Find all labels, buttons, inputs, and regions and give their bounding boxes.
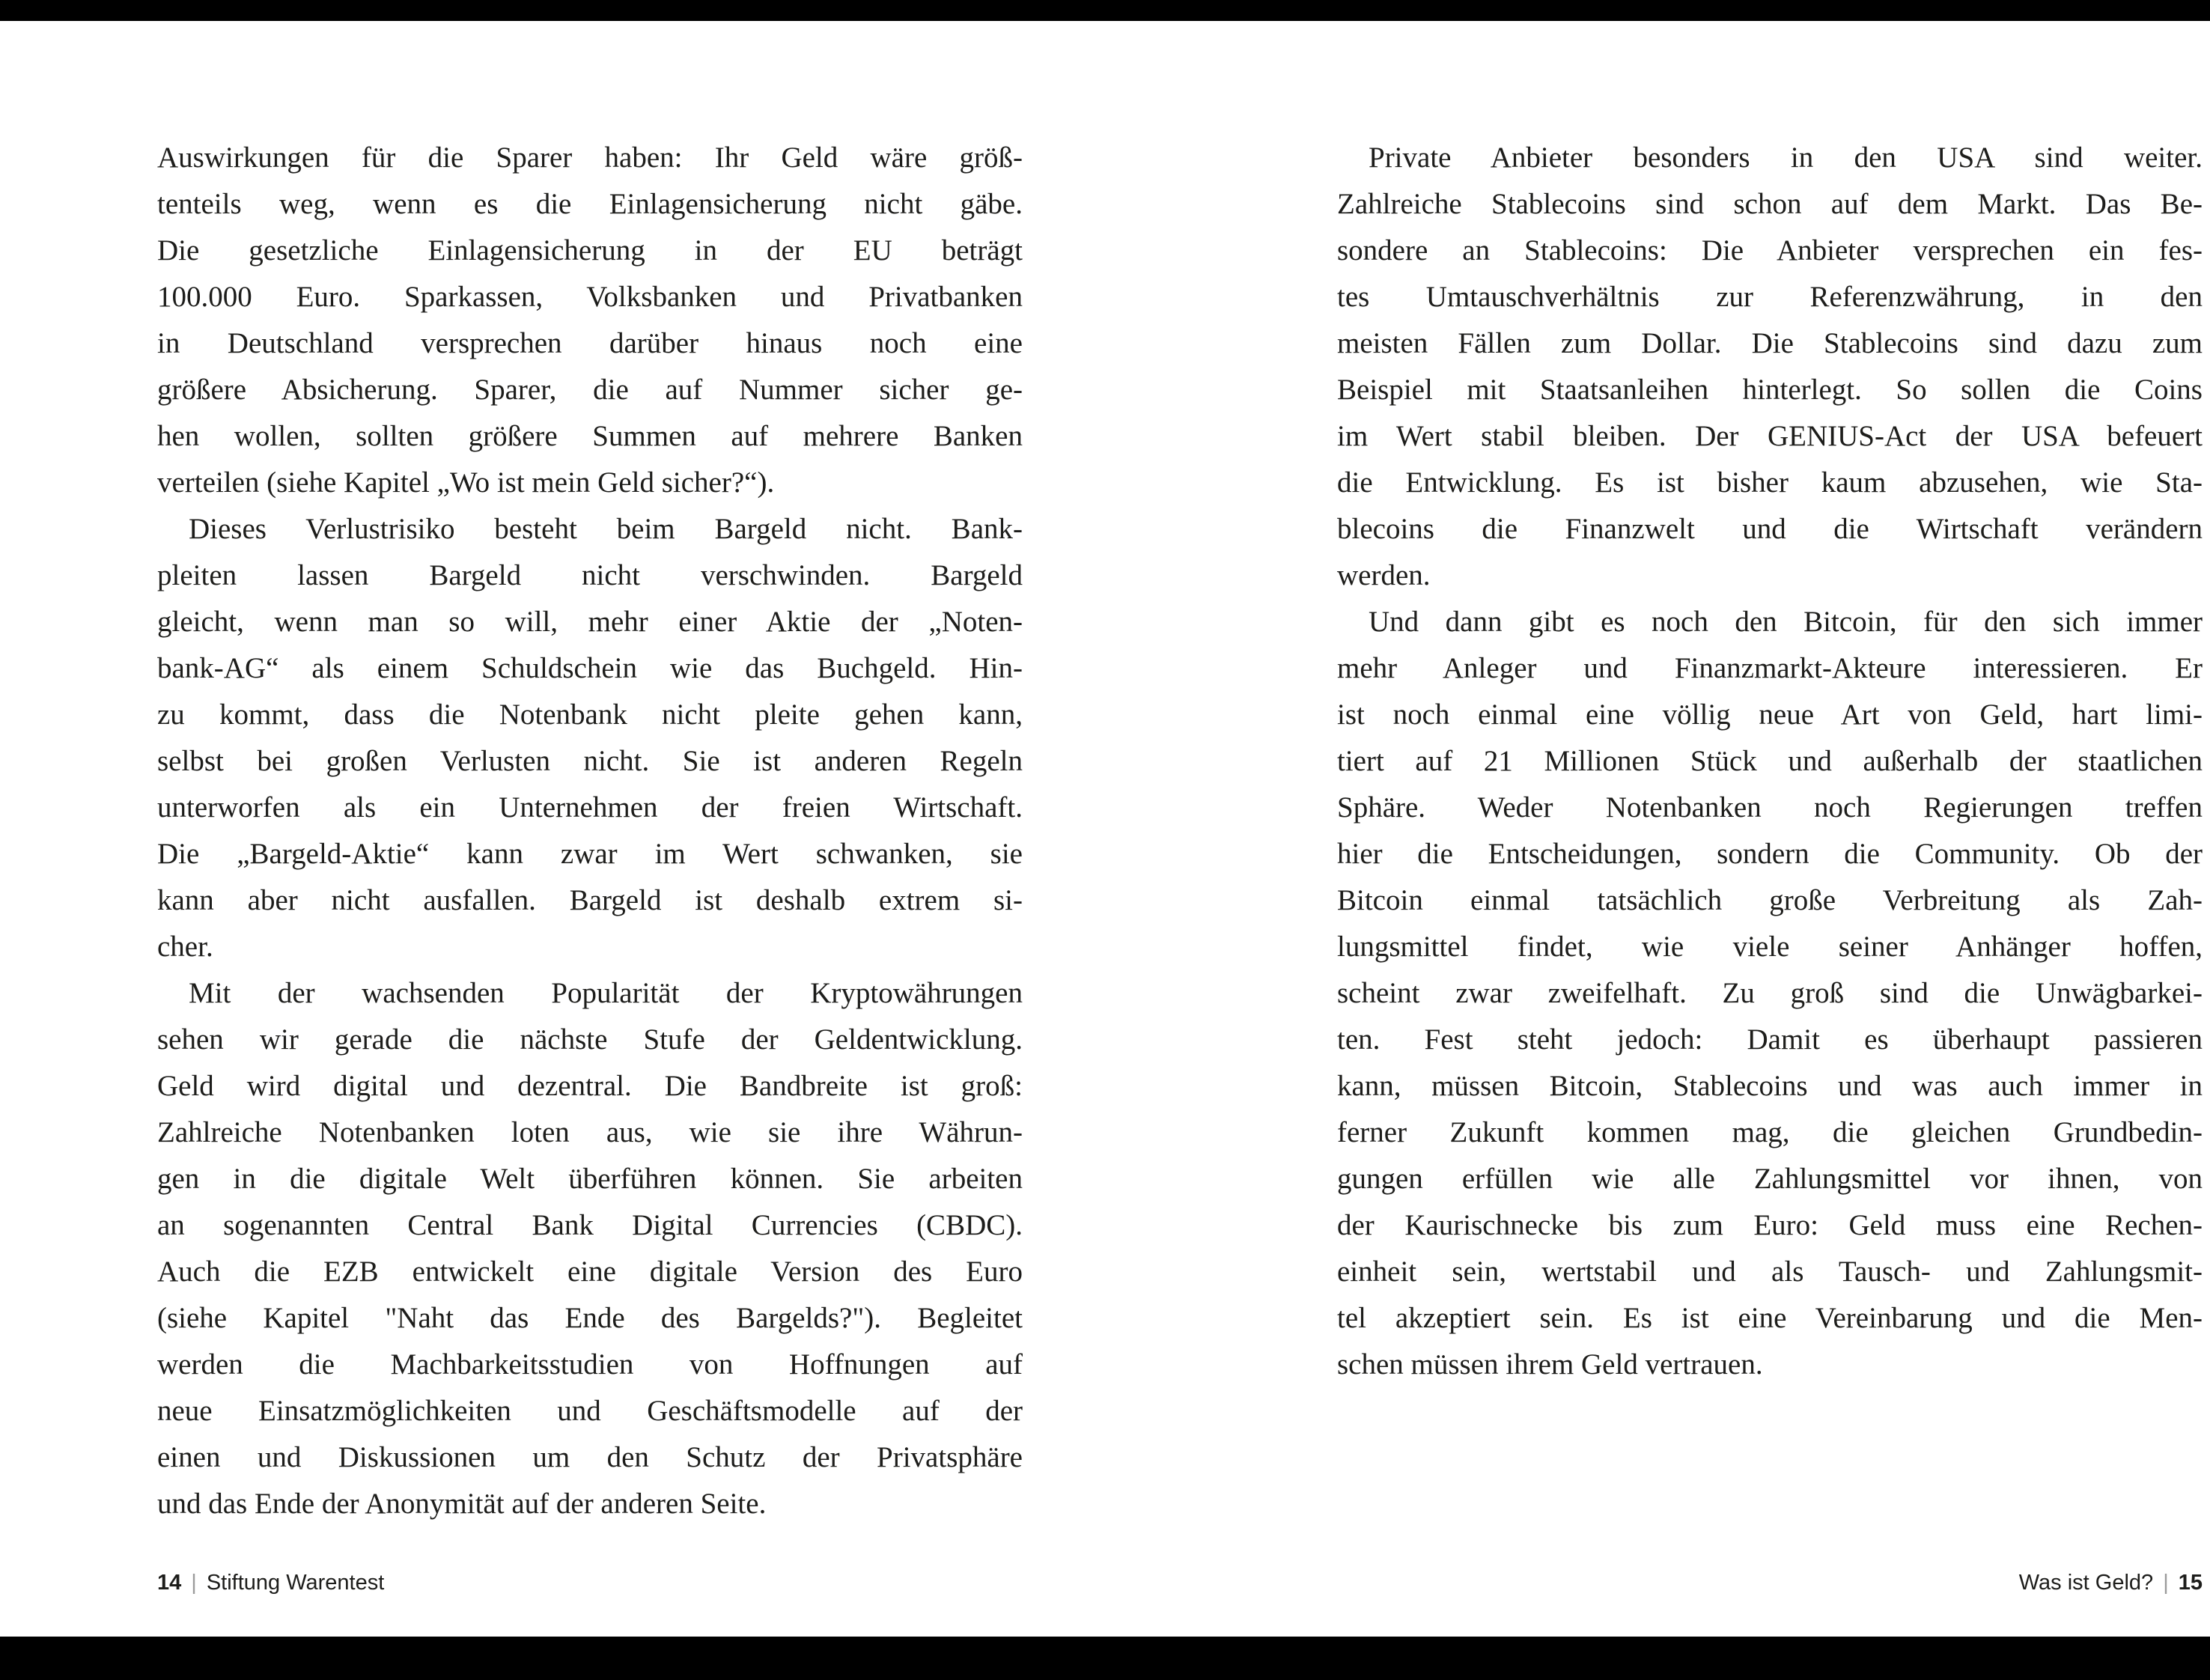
paragraph xyxy=(1337,135,2203,599)
text-line: mehr Anleger und Finanzmarkt-Akteure interessieren. Er xyxy=(1337,652,2203,684)
text-line: bank-AG“ als einem Schuldschein wie das Buchgeld. Hin- xyxy=(157,652,1023,684)
paragraph xyxy=(157,506,1023,970)
text-line: Mit der wachsenden Popularität der Kryptowährungen xyxy=(189,977,1023,1009)
text-line: sehen wir gerade die nächste Stufe der Geldentwicklung. xyxy=(157,1023,1023,1056)
text-line: hen wollen, sollten größere Summen auf mehrere Banken xyxy=(157,420,1023,452)
text-line: lungsmittel findet, wie viele seiner Anhänger hoffen, xyxy=(1337,931,2203,963)
text-line: Geld wird digital und dezentral. Die Bandbreite ist groß: xyxy=(157,1070,1023,1102)
text-line: tenteils weg, wenn es die Einlagensicherung nicht gäbe. xyxy=(157,188,1023,220)
text-line: cher. xyxy=(157,931,213,963)
footer-left xyxy=(157,1568,384,1598)
text-line: Zahlreiche Notenbanken loten aus, wie sie ihre Währun- xyxy=(157,1116,1023,1148)
footer-separator-right: | xyxy=(2163,1571,2169,1595)
paragraph xyxy=(1337,599,2203,1388)
text-line: gen in die digitale Welt überführen können. Sie arbeiten xyxy=(157,1163,1023,1195)
text-line: Sphäre. Weder Notenbanken noch Regierungen treffen xyxy=(1337,791,2203,824)
text-line: in Deutschland versprechen darüber hinaus noch eine xyxy=(157,327,1023,359)
text-line: im Wert stabil bleiben. Der GENIUS-Act der USA befeuert xyxy=(1337,420,2203,452)
paragraph xyxy=(157,970,1023,1527)
text-line: 100.000 Euro. Sparkassen, Volksbanken und Privatbanken xyxy=(157,281,1023,313)
text-line: Die „Bargeld-Aktie“ kann zwar im Wert schwanken, sie xyxy=(157,838,1023,870)
text-line: Und dann gibt es noch den Bitcoin, für den sich immer xyxy=(1369,606,2203,638)
text-line: der Kaurischnecke bis zum Euro: Geld muss eine Rechen- xyxy=(1337,1209,2203,1241)
text-line: gungen erfüllen wie alle Zahlungsmittel vor ihnen, von xyxy=(1337,1163,2203,1195)
text-line: ferner Zukunft kommen mag, die gleichen Grundbedin- xyxy=(1337,1116,2203,1148)
text-line: Die gesetzliche Einlagensicherung in der EU beträgt xyxy=(157,234,1023,267)
text-line: tiert auf 21 Millionen Stück und außerhalb der staatlichen xyxy=(1337,745,2203,777)
text-line: kann aber nicht ausfallen. Bargeld ist deshalb extrem si- xyxy=(157,884,1023,916)
text-line: Dieses Verlustrisiko besteht beim Bargeld nicht. Bank- xyxy=(189,513,1023,545)
text-line: einen und Diskussionen um den Schutz der Privatsphäre xyxy=(157,1441,1023,1473)
text-line: kann, müssen Bitcoin, Stablecoins und was auch immer in xyxy=(1337,1070,2203,1102)
text-line: schen müssen ihrem Geld vertrauen. xyxy=(1337,1348,1763,1381)
text-column-right xyxy=(1337,135,2203,1388)
text-line: Bitcoin einmal tatsächlich große Verbreitung als Zah- xyxy=(1337,884,2203,916)
text-line: größere Absicherung. Sparer, die auf Nummer sicher ge- xyxy=(157,374,1023,406)
text-line: einheit sein, wertstabil und als Tausch- und Zahlungsmit- xyxy=(1337,1256,2203,1288)
text-line: tel akzeptiert sein. Es ist eine Vereinbarung und die Men- xyxy=(1337,1302,2203,1334)
text-line: meisten Fällen zum Dollar. Die Stablecoins sind dazu zum xyxy=(1337,327,2203,359)
text-line: hier die Entscheidungen, sondern die Community. Ob der xyxy=(1337,838,2203,870)
page-number-right: 15 xyxy=(2178,1571,2203,1595)
text-line: Beispiel mit Staatsanleihen hinterlegt. So sollen die Coins xyxy=(1337,374,2203,406)
text-line: unterworfen als ein Unternehmen der freien Wirtschaft. xyxy=(157,791,1023,824)
text-line: scheint zwar zweifelhaft. Zu groß sind die Unwägbarkei- xyxy=(1337,977,2203,1009)
top-edge-bar xyxy=(0,0,2210,21)
running-head-right: Was ist Geld? xyxy=(2018,1571,2154,1595)
text-line: werden. xyxy=(1337,559,1431,591)
text-line: die Entwicklung. Es ist bisher kaum abzusehen, wie Sta- xyxy=(1337,466,2203,499)
text-line: verteilen (siehe Kapitel „Wo ist mein Geld sicher?“). xyxy=(157,466,775,499)
text-column-left xyxy=(157,135,1023,1527)
footer-separator-left: | xyxy=(191,1571,197,1595)
text-line: ten. Fest steht jedoch: Damit es überhaupt passieren xyxy=(1337,1023,2203,1056)
text-line: an sogenannten Central Bank Digital Currencies (CBDC). xyxy=(157,1209,1023,1241)
text-line: tes Umtauschverhältnis zur Referenzwährung, in den xyxy=(1337,281,2203,313)
text-line: Auch die EZB entwickelt eine digitale Version des Euro xyxy=(157,1256,1023,1288)
text-line: Zahlreiche Stablecoins sind schon auf dem Markt. Das Be- xyxy=(1337,188,2203,220)
text-line: (siehe Kapitel "Naht das Ende des Bargelds?"). Begleitet xyxy=(157,1302,1023,1334)
paragraph xyxy=(157,135,1023,506)
text-line: und das Ende der Anonymität auf der anderen Seite. xyxy=(157,1488,767,1520)
text-line: Auswirkungen für die Sparer haben: Ihr Geld wäre größ- xyxy=(157,141,1023,174)
text-line: neue Einsatzmöglichkeiten und Geschäftsmodelle auf der xyxy=(157,1395,1023,1427)
text-line: Private Anbieter besonders in den USA sind weiter. xyxy=(1369,141,2203,174)
text-line: ist noch einmal eine völlig neue Art von Geld, hart limi- xyxy=(1337,699,2203,731)
text-line: zu kommt, dass die Notenbank nicht pleite gehen kann, xyxy=(157,699,1023,731)
running-head-left: Stiftung Warentest xyxy=(206,1571,385,1595)
footer-right xyxy=(1337,1568,2203,1598)
text-line: blecoins die Finanzwelt und die Wirtschaft verändern xyxy=(1337,513,2203,545)
text-line: werden die Machbarkeitsstudien von Hoffnungen auf xyxy=(157,1348,1023,1381)
page-number-left: 14 xyxy=(157,1571,182,1595)
text-line: selbst bei großen Verlusten nicht. Sie ist anderen Regeln xyxy=(157,745,1023,777)
text-line: gleicht, wenn man so will, mehr einer Aktie der „Noten- xyxy=(157,606,1023,638)
text-line: sondere an Stablecoins: Die Anbieter versprechen ein fes- xyxy=(1337,234,2203,267)
text-line: pleiten lassen Bargeld nicht verschwinden. Bargeld xyxy=(157,559,1023,591)
bottom-edge-bar xyxy=(0,1637,2210,1680)
